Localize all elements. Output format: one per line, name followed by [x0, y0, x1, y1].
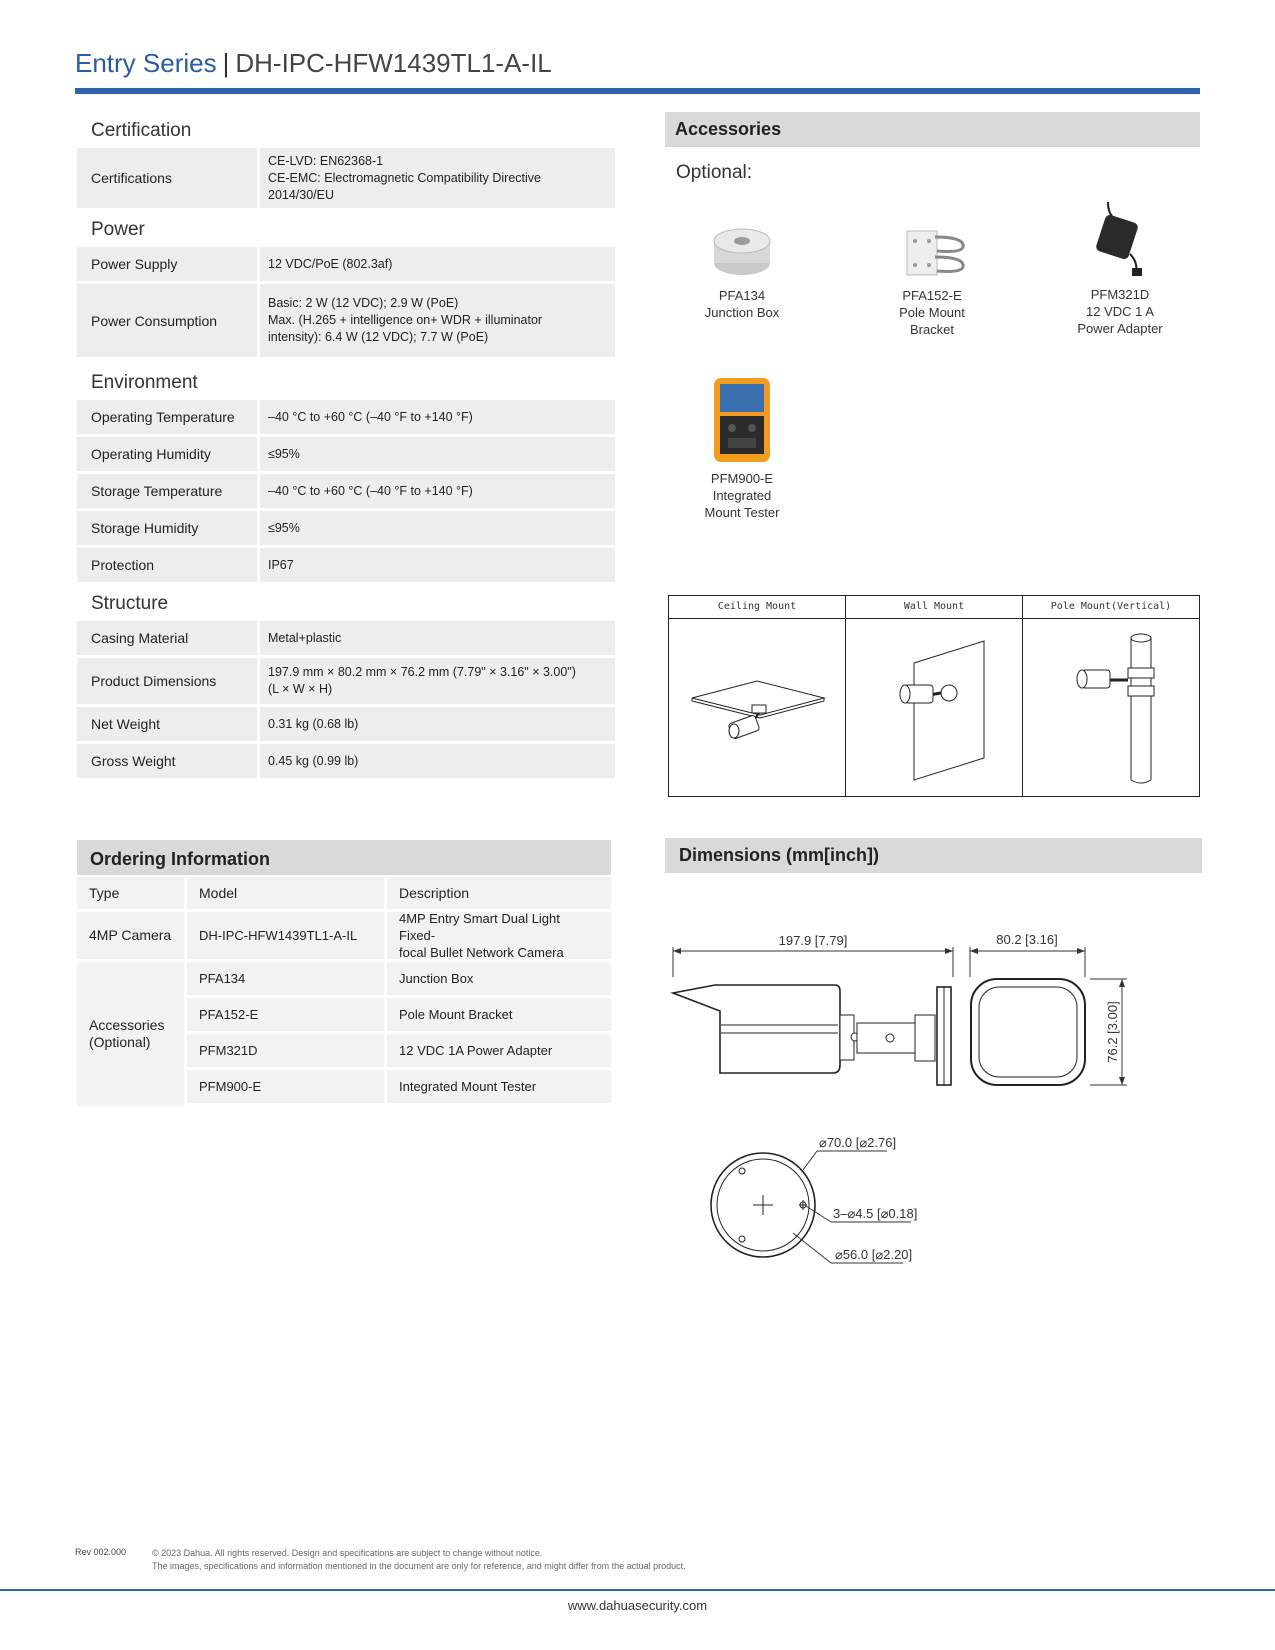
accessory-desc: 12 VDC 1 A [1086, 304, 1154, 319]
type-cell: Accessories (Optional) [77, 962, 184, 1106]
accessory-desc: Pole Mount [899, 305, 965, 320]
section-title: Certification [91, 120, 192, 141]
table-header-row [77, 877, 611, 912]
spec-value: –40 °C to +60 °C (–40 °F to +140 °F) [260, 400, 615, 434]
spec-row [77, 148, 615, 208]
spec-row [77, 474, 615, 508]
spec-value: Basic: 2 W (12 VDC); 2.9 W (PoE) Max. (H.265 + intelligence on+ WDR + illuminator intensity): 6.4 W (12 VDC); 7.7 W (PoE) [260, 284, 615, 357]
spec-label: Gross Weight [77, 744, 257, 778]
footer-line [0, 1589, 1275, 1591]
spec-row [77, 400, 615, 434]
table-row [187, 998, 611, 1034]
spec-value: –40 °C to +60 °C (–40 °F to +140 °F) [260, 474, 615, 508]
copyright-text: © 2023 Dahua. All rights reserved. Design and specifications are subject to change without notice. [152, 1548, 543, 1558]
model-cell: PFM321D [187, 1034, 384, 1067]
ceiling-mount-diagram [669, 619, 845, 796]
mount-header: Pole Mount(Vertical) [1023, 596, 1199, 619]
spec-label: Power Consumption [77, 284, 257, 357]
column-header: Description [387, 877, 611, 909]
spec-value: 12 VDC/PoE (802.3af) [260, 247, 615, 281]
wall-mount-diagram [846, 619, 1022, 796]
power-adapter-icon [1050, 195, 1190, 280]
spec-label: Product Dimensions [77, 658, 257, 704]
column-header: Model [187, 877, 384, 909]
header-bar [75, 88, 1200, 94]
page-title [75, 48, 552, 79]
accessory-pole-mount [862, 196, 1002, 338]
spec-value: 0.45 kg (0.99 lb) [260, 744, 615, 778]
spec-value: CE-LVD: EN62368-1 CE-EMC: Electromagnetic Compatibility Directive 2014/30/EU [260, 148, 615, 208]
description-cell: Junction Box [387, 962, 611, 995]
spec-value: ≤95% [260, 437, 615, 471]
spec-row [77, 437, 615, 471]
dimensions-heading: Dimensions (mm[inch]) [665, 838, 1202, 873]
mount-column [846, 596, 1023, 796]
width-label: 80.2 [3.16] [996, 932, 1058, 947]
spec-value: Metal+plastic [260, 621, 615, 655]
section-title: Structure [91, 593, 169, 614]
accessory-junction-box [672, 196, 812, 321]
spec-label: Operating Humidity [77, 437, 257, 471]
mount-header: Ceiling Mount [669, 596, 845, 619]
model-cell: PFM900-E [187, 1070, 384, 1103]
description-cell: 4MP Entry Smart Dual Light Fixed- focal Bullet Network Camera [387, 912, 611, 959]
mount-tester-icon [672, 374, 812, 464]
accessory-model: PFM900-E [710, 471, 774, 486]
table-row [77, 912, 611, 962]
spec-value: ≤95% [260, 511, 615, 545]
pole-mount-diagram [1023, 619, 1199, 796]
accessory-mount-tester [672, 374, 812, 521]
spec-label: Net Weight [77, 707, 257, 741]
spec-label: Casing Material [77, 621, 257, 655]
website-link[interactable]: www.dahuasecurity.com [567, 1598, 708, 1613]
spec-label: Operating Temperature [77, 400, 257, 434]
table-row-group [77, 962, 611, 1109]
pole-mount-bracket-icon [862, 196, 1002, 281]
accessory-desc: Mount Tester [704, 505, 780, 520]
column-header: Type [77, 877, 184, 909]
accessory-model: PFM321D [1090, 287, 1150, 302]
spec-value: IP67 [260, 548, 615, 582]
holes-label: 3–⌀4.5 [⌀0.18] [833, 1206, 918, 1221]
series-name: Entry Series [75, 48, 217, 78]
section-title: Environment [91, 372, 198, 393]
accessory-model: PFA134 [718, 288, 766, 303]
base-outer-label: ⌀70.0 [⌀2.76] [819, 1135, 897, 1150]
table-row [187, 1070, 611, 1106]
accessories-heading: Accessories [665, 112, 1200, 147]
model-name: DH-IPC-HFW1439TL1-A-IL [235, 48, 552, 78]
title-separator: | [222, 48, 230, 78]
spec-row [77, 621, 615, 655]
model-cell: PFA152-E [187, 998, 384, 1031]
spec-label: Storage Humidity [77, 511, 257, 545]
disclaimer-text: The images, specifications and information mentioned in the document are only for reference, and might differ from the actual product. [152, 1561, 686, 1571]
mount-options-table [668, 595, 1200, 797]
spec-row [77, 247, 615, 281]
table-row [187, 1034, 611, 1070]
accessory-desc: Power Adapter [1077, 321, 1163, 336]
description-cell: Integrated Mount Tester [387, 1070, 611, 1103]
length-label: 197.9 [7.79] [778, 933, 848, 948]
spec-row [77, 744, 615, 778]
base-inner-label: ⌀56.0 [⌀2.20] [835, 1247, 913, 1262]
accessory-power-adapter [1050, 195, 1190, 337]
table-row [187, 962, 611, 998]
mount-column [1023, 596, 1199, 796]
accessory-desc: Integrated [712, 488, 772, 503]
type-cell: 4MP Camera [77, 912, 184, 959]
spec-value: 197.9 mm × 80.2 mm × 76.2 mm (7.79" × 3.16" × 3.00") (L × W × H) [260, 658, 615, 704]
spec-label: Certifications [77, 148, 257, 208]
mount-header: Wall Mount [846, 596, 1022, 619]
model-cell: DH-IPC-HFW1439TL1-A-IL [187, 912, 384, 959]
copyright-notice [152, 1547, 686, 1573]
accessory-rows [187, 962, 611, 1109]
spec-value: 0.31 kg (0.68 lb) [260, 707, 615, 741]
accessory-desc: Junction Box [704, 305, 780, 320]
optional-label: Optional: [676, 162, 753, 183]
spec-tables [77, 112, 615, 781]
accessory-model: PFA152-E [902, 288, 962, 303]
spec-label: Power Supply [77, 247, 257, 281]
revision-number: Rev 002.000 [75, 1547, 127, 1557]
spec-row [77, 548, 615, 582]
accessory-desc: Bracket [909, 322, 955, 337]
spec-row [77, 284, 615, 357]
spec-row [77, 658, 615, 704]
height-label: 76.2 [3.00] [1105, 1001, 1120, 1063]
model-cell: PFA134 [187, 962, 384, 995]
mount-column [669, 596, 846, 796]
spec-label: Protection [77, 548, 257, 582]
section-title: Power [91, 219, 145, 240]
ordering-table [77, 877, 611, 1109]
junction-box-icon [672, 196, 812, 281]
description-cell: 12 VDC 1A Power Adapter [387, 1034, 611, 1067]
ordering-heading: Ordering Information [77, 840, 611, 875]
dimension-drawing [665, 915, 1200, 1305]
spec-label: Storage Temperature [77, 474, 257, 508]
spec-row [77, 707, 615, 741]
description-cell: Pole Mount Bracket [387, 998, 611, 1031]
spec-row [77, 511, 615, 545]
